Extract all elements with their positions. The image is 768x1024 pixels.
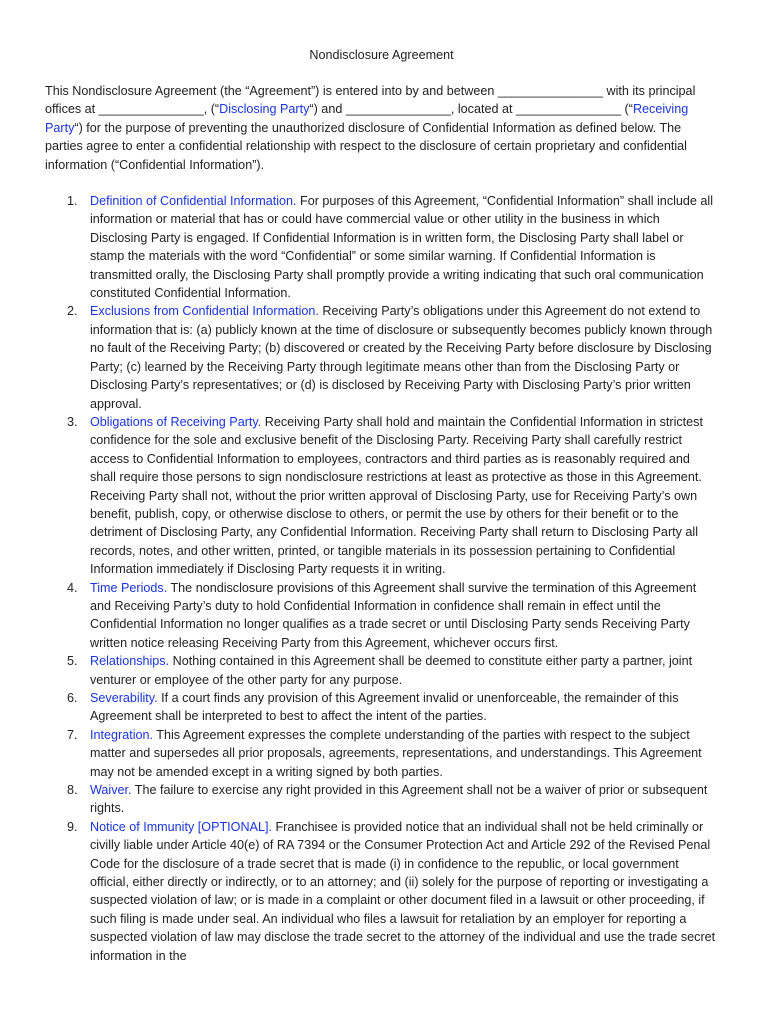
clause-text: The failure to exercise any right provided in this Agreement shall not be a waiver of prior or subsequent rights. — [90, 783, 708, 816]
clause-8 — [45, 781, 718, 818]
clause-1 — [45, 192, 718, 302]
clause-text: Receiving Party shall hold and maintain the Confidential Information in strictest confidence for the sole and exclusive benefit of the Disclosing Party. Receiving Party shall carefully restrict access to Confidential Information to employees, contractors and third parties as is reasonably required and shall require those persons to sign nondisclosure restrictions at least as protective as those in this Agreement. Receiving Party shall not, without the prior written approval of Disclosing Party, use for Receiving Party’s own benefit, publish, copy, or otherwise disclose to others, or permit the use by others for their benefit or to the detriment of Disclosing Party, any Confidential Information. Receiving Party shall return to Disclosing Party all records, notes, and other written, printed, or tangible materials in its possession pertaining to Confidential Information immediately if Disclosing Party requests it in writing. — [90, 414, 703, 577]
receiving-party-link[interactable]: Receiving Party — [45, 102, 689, 135]
clause-6 — [45, 689, 718, 726]
clause-heading-link[interactable]: Time Periods. — [90, 580, 168, 595]
clause-heading-link[interactable]: Integration. — [90, 727, 154, 742]
clause-heading-link[interactable]: Waiver. — [90, 783, 132, 798]
clause-heading-link[interactable]: Exclusions from Confidential Information. — [90, 304, 319, 319]
clause-number: 2. — [67, 304, 78, 319]
clause-number: 6. — [67, 691, 78, 705]
clause-text: This Agreement expresses the complete understanding of the parties with respect to the subject matter and supersedes all prior proposals, agreements, representations, and understandings. This Agreement may not be amended except in a writing signed by both parties. — [90, 727, 702, 779]
clause-text: Receiving Party’s obligations under this Agreement do not extend to information that is: (a) publicly known at the time of disclosure or subsequently becomes publicly known through no fault of the Receiving Party; (b) discovered or created by the Receiving Party before disclosure by Disclosing Party; (c) learned by the Receiving Party through legitimate means other than from the Disclosing Party or Disclosing Party’s representatives; or (d) is disclosed by Receiving Party with Disclosing Party’s prior written approval. — [90, 304, 713, 411]
clause-heading-link[interactable]: Notice of Immunity [OPTIONAL]. — [90, 819, 272, 834]
clause-number: 1. — [67, 194, 78, 209]
clause-text: Nothing contained in this Agreement shall be deemed to constitute either party a partner, joint venturer or employee of the other party for any purpose. — [90, 654, 693, 687]
clause-5 — [45, 652, 718, 689]
clause-heading-link[interactable]: Severability. — [90, 691, 158, 705]
clause-number: 5. — [67, 654, 78, 669]
clause-number: 3. — [67, 414, 78, 429]
clause-2 — [45, 302, 718, 412]
intro-paragraph — [45, 82, 718, 174]
clause-9 — [45, 818, 718, 965]
clause-4 — [45, 579, 718, 653]
clause-text: Franchisee is provided notice that an individual shall not be held criminally or civilly liable under Article 40(e) of RA 7394 or the Consumer Protection Act and Article 292 of the Revised Penal Code for the disclosure of a trade secret that is made (i) in confidence to the republic, or local government official, either directly or indirectly, or to an attorney; and (ii) solely for the purpose of reporting or investigating a suspected violation of law; or is made in a complaint or other document filed in a lawsuit or other proceeding, if such filing is made under seal. An individual who files a lawsuit for retaliation by an employer for reporting a suspected violation of law may disclose the trade secret to the attorney of the individual and use the trade secret information in the — [90, 819, 716, 963]
disclosing-party-link[interactable]: Disclosing Party — [219, 102, 310, 117]
intro-text-1: This Nondisclosure Agreement (the “Agreement”) is entered into by and between _______________ with its principal offices at _______________, (“ — [45, 84, 696, 117]
clause-number: 4. — [67, 580, 78, 595]
intro-text-3: “) for the purpose of preventing the unauthorized disclosure of Confidential Information as defined below. The parties agree to enter a confidential relationship with respect to the disclosure of certain proprietary and confidential information (“Confidential Information”). — [45, 120, 687, 172]
clause-list — [45, 192, 718, 965]
clause-text: If a court finds any provision of this Agreement invalid or unenforceable, the remainder of this Agreement shall be interpreted to best to affect the intent of the parties. — [90, 691, 679, 724]
clause-number: 9. — [67, 819, 78, 834]
clause-heading-link[interactable]: Obligations of Receiving Party. — [90, 414, 262, 429]
clause-number: 7. — [67, 727, 78, 742]
document-title: Nondisclosure Agreement — [309, 48, 454, 62]
clause-text: For purposes of this Agreement, “Confidential Information” shall include all information or material that has or could have commercial value or other utility in the business in which Disclosing Party is engaged. If Confidential Information is in written form, the Disclosing Party shall label or stamp the materials with the word “Confidential” or some similar warning. If Confidential Information is transmitted orally, the Disclosing Party shall promptly provide a writing indicating that such oral communication constituted Confidential Information. — [90, 194, 714, 301]
clause-heading-link[interactable]: Relationships. — [90, 654, 170, 669]
clause-7 — [45, 726, 718, 781]
clause-text: The nondisclosure provisions of this Agreement shall survive the termination of this Agreement and Receiving Party’s duty to hold Confidential Information in confidence shall remain in effect until the Confidential Information no longer qualifies as a trade secret or until Disclosing Party sends Receiving Party written notice releasing Receiving Party from this Agreement, whichever occurs first. — [90, 580, 697, 650]
clause-3 — [45, 413, 718, 579]
clause-heading-link[interactable]: Definition of Confidential Information. — [90, 194, 297, 209]
intro-text-2: “) and _______________, located at _______________ (“ — [309, 102, 633, 117]
clause-number: 8. — [67, 783, 78, 798]
